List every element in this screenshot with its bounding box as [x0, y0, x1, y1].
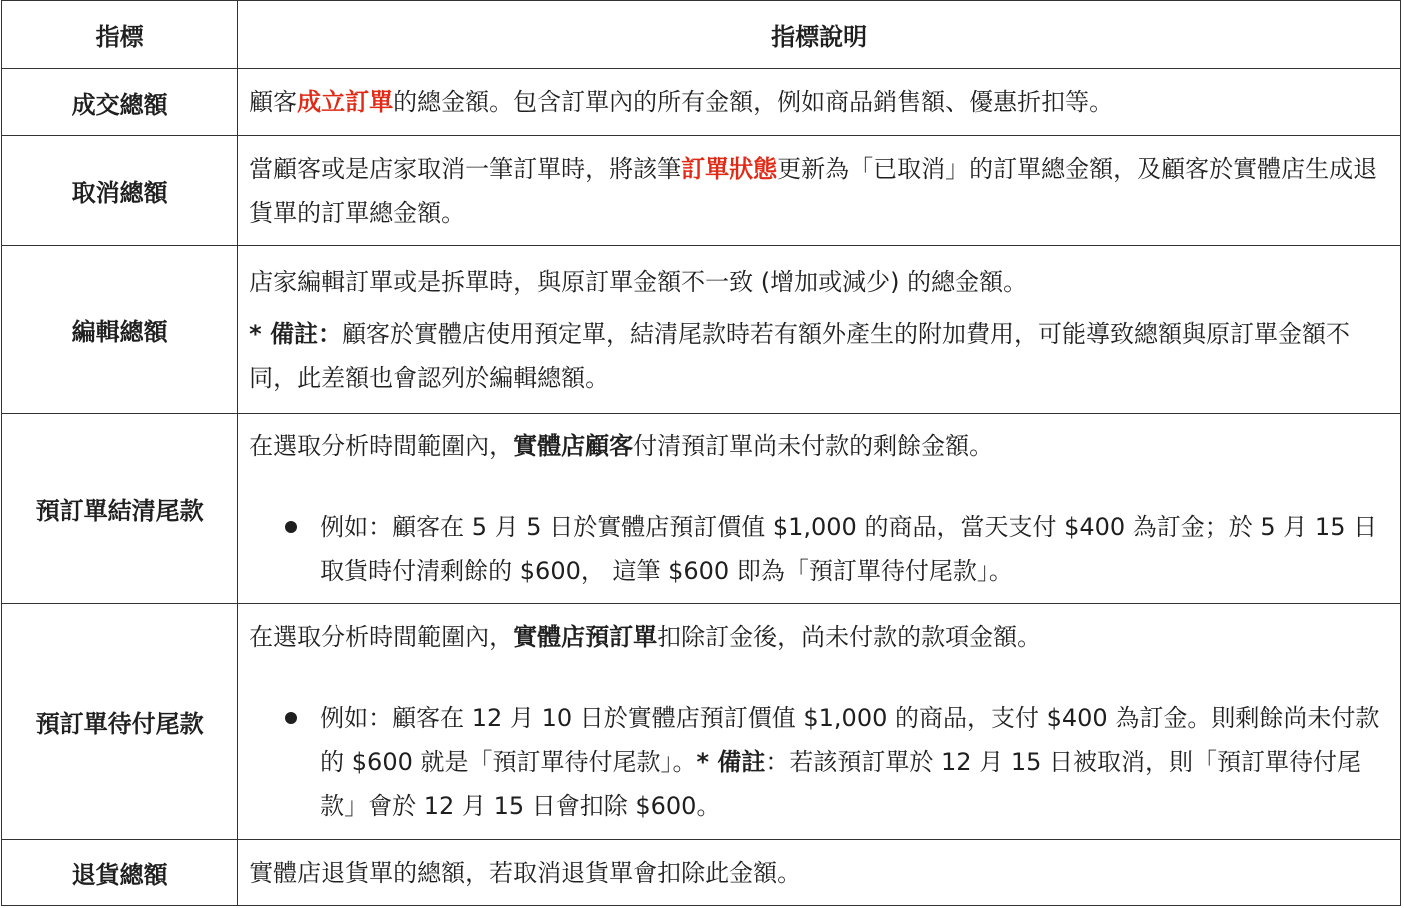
table-header-row: [2, 1, 1401, 69]
table-row: [2, 246, 1401, 414]
table-row: [2, 69, 1401, 136]
desc-text: 在選取分析時間範圍內，: [249, 623, 514, 651]
list-item: [320, 696, 1390, 828]
metrics-table: [1, 0, 1401, 906]
desc-text: 店家編輯訂單或是拆單時，與原訂單金額不一致 (增加或減少) 的總金額。: [249, 267, 1028, 296]
metric-name: 退貨總額: [2, 840, 238, 906]
metric-description: [238, 246, 1401, 414]
desc-text: 顧客: [249, 88, 298, 116]
table-row: [2, 604, 1401, 840]
header-description: 指標說明: [238, 1, 1401, 69]
metric-description: [238, 604, 1401, 840]
desc-text: 在選取分析時間範圍內，: [249, 432, 514, 460]
bold-text: 實體店顧客: [513, 432, 634, 460]
bullet-text: ：若該預訂單於 12 月 15 日被取消，則「預訂單待付尾款」會於 12 月 15 日會扣除 $600。: [320, 748, 1361, 820]
table-row: [2, 136, 1401, 246]
bold-text: 實體店預訂單: [513, 623, 658, 651]
highlight-text: 成立訂單: [297, 88, 394, 116]
desc-text: 更新為「已取消」的訂單總金額，及顧客於實體店生成退貨單的訂單總金額。: [249, 154, 1378, 227]
note-label: * 備註: [696, 748, 766, 776]
metric-name: 成交總額: [2, 69, 238, 136]
list-item: 例如：顧客在 5 月 5 日於實體店預訂價值 $1,000 的商品，當天支付 $400 為訂金；於 5 月 15 日取貨時付清剩餘的 $600， 這筆 $600 即為「預訂單待付尾款」。: [320, 505, 1390, 593]
example-list: [249, 696, 1390, 828]
metric-name: 編輯總額: [2, 246, 238, 414]
metric-name: 預訂單結清尾款: [2, 414, 238, 604]
metric-description: 實體店退貨單的總額，若取消退貨單會扣除此金額。: [238, 840, 1401, 906]
header-metric: 指標: [2, 1, 238, 69]
metric-description: [238, 69, 1401, 136]
example-list: [249, 505, 1390, 593]
metric-name: 預訂單待付尾款: [2, 604, 238, 840]
desc-text: 的總金額。包含訂單內的所有金額，例如商品銷售額、優惠折扣等。: [393, 88, 1114, 116]
highlight-text: 訂單狀態: [681, 154, 778, 183]
metric-description: [238, 136, 1401, 246]
note-text: 顧客於實體店使用預定單，結清尾款時若有額外產生的附加費用，可能導致總額與原訂單金額不同，此差額也會認列於編輯總額。: [249, 319, 1351, 392]
table-row: [2, 840, 1401, 906]
table-row: [2, 414, 1401, 604]
metric-description: [238, 414, 1401, 604]
metric-name: 取消總額: [2, 136, 238, 246]
bullet-text: 例如：顧客在 12 月 10 日於實體店預訂價值 $1,000 的商品，支付 $400 為訂金。則剩餘尚未付款的 $600 就是「預訂單待付尾款」。: [320, 704, 1380, 776]
desc-text: 付清預訂單尚未付款的剩餘金額。: [633, 432, 994, 460]
desc-text: 當顧客或是店家取消一筆訂單時，將該筆: [249, 154, 682, 183]
note-label: * 備註：: [249, 319, 343, 348]
desc-text: 扣除訂金後，尚未付款的款項金額。: [657, 623, 1042, 651]
